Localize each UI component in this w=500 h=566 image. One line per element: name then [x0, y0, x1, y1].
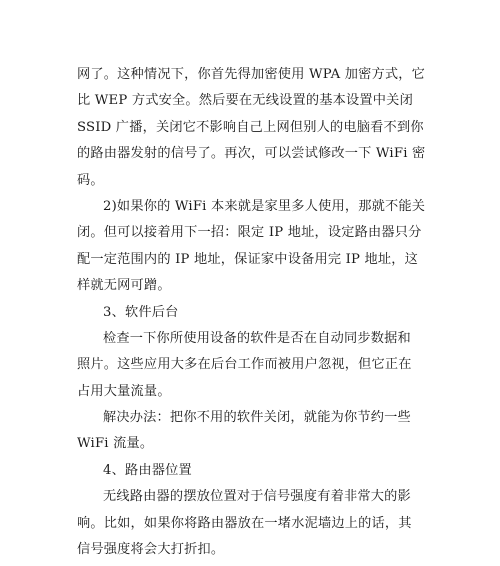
text-line: 占用大量流量。: [77, 383, 171, 399]
text-line: 样就无网可蹭。: [77, 278, 171, 294]
text-line: 的路由器发射的信号了。再次，可以尝试修改一下 WiFi 密: [77, 146, 426, 162]
text-line: WiFi 流量。: [77, 436, 154, 452]
document-body: [77, 62, 427, 563]
text-line: 2)如果你的 WiFi 本来就是家里多人使用，那就不能关: [103, 198, 426, 214]
section-heading: 4、路由器位置: [103, 462, 192, 478]
text-line: 闭。但可以接着用下一招：限定 IP 地址，设定路由器只分: [77, 225, 422, 241]
text-line: 网了。这种情况下，你首先得加密使用 WPA 加密方式，它: [77, 67, 426, 82]
text-line: 检查一下你所使用设备的软件是否在自动同步数据和: [103, 330, 411, 346]
text-line: 解决办法：把你不用的软件关闭，就能为你节约一些: [103, 410, 411, 426]
text-line: 信号强度将会大打折扣。: [77, 542, 225, 558]
text-line: 比 WEP 方式安全。然后要在无线设置的基本设置中关闭: [77, 93, 413, 109]
text-line: 响。比如，如果你将路由器放在一堵水泥墙边上的话，其: [77, 515, 412, 531]
section-heading: 3、软件后台: [103, 304, 179, 320]
text-line: 无线路由器的摆放位置对于信号强度有着非常大的影: [103, 489, 411, 505]
text-line: SSID 广播，关闭它不影响自己上网但别人的电脑看不到你: [77, 119, 424, 135]
text-line: 照片。这些应用大多在后台工作而被用户忽视，但它正在: [77, 357, 412, 373]
text-line: 码。: [77, 172, 104, 188]
text-line: 配一定范围内的 IP 地址，保证家中设备用完 IP 地址，这: [77, 251, 419, 267]
